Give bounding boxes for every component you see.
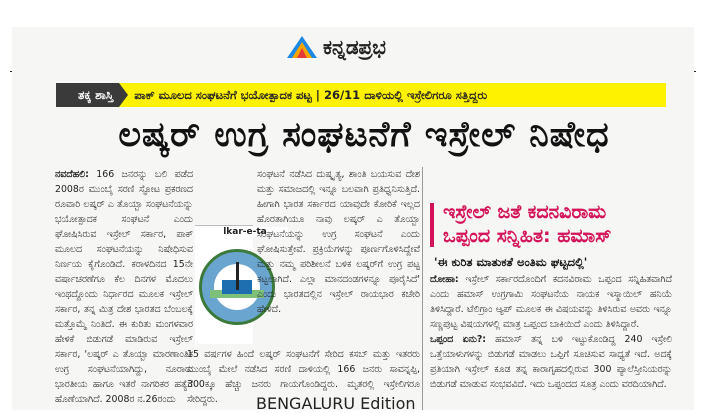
sidebar-sub-body: ಹಮಾಸ್ ತನ್ನ ಬಳಿ ಇಟ್ಟುಕೊಂಡಿದ್ದ 240 ಇಸ್ರೇಲಿ ಒತ್ತೆಯಾಳುಗಳನ್ನು ಬಿಡುಗಡೆ ಮಾಡಲು ಒಪ್ಪಿಗೆ ಸೂಚಿಸುವ ಸಾಧ್ಯತೆ ಇದೆ. ಅದಕ್ಕೆ ಪ್ರತಿಯಾಗಿ ಇಸ್ರೇಲ್ ಕೂಡ ತನ್ನ ಕಾರಾಗೃಹದಲ್ಲಿರುವ 300 ಪ್ಯಾಲೆಸ್ತೀನಿಯರನ್ನು ಬಿಡುಗಡೆ ಮಾಡುವ ಸಂಭವವಿದೆ. ಇದು ಒಪ್ಪಂದದ ಸೂತ್ರ ಎಂದು ವರದಿಯಾಗಿದೆ. <box>430 334 673 390</box>
article-column-2 <box>257 167 420 317</box>
emblem-sword-icon <box>236 262 239 290</box>
main-headline: ಲಷ್ಕರ್ ಉಗ್ರ ಸಂಘಟನೆಗೆ ಇಸ್ರೇಲ್ ನಿಷೇಧ <box>118 115 610 155</box>
ticker-arrow-icon <box>119 83 128 107</box>
article-dateline: ನವದೆಹಲಿ: <box>55 169 89 180</box>
article-column-1 <box>55 167 193 407</box>
sidebar-headline <box>443 200 683 248</box>
sidebar-dateline: ದೋಹಾ: <box>430 274 459 285</box>
sidebar-subtitle: 'ಈ ಕುರಿತ ಮಾತುಕತೆ ಅಂತಿಮ ಘಟ್ಟದಲ್ಲಿ' <box>434 255 588 269</box>
column-divider <box>422 167 423 410</box>
photo-label: lkar-e-ta <box>202 227 288 237</box>
masthead <box>287 35 386 59</box>
masthead-title: ಕನ್ನಡಪ್ರಭ <box>323 35 386 59</box>
ticker-text: ಪಾಕ್ ಮೂಲದ ಸಂಘಟನೆಗೆ ಭಯೋತ್ಪಾದಕ ಪಟ್ಟ | 26/11 ದಾಳಿಯಲ್ಲಿ ಇಸ್ರೇಲಿಗರೂ ಸತ್ತಿದ್ದರು <box>134 87 488 102</box>
sidebar-accent-bar <box>430 203 434 247</box>
newspaper-clipping <box>12 27 694 410</box>
article-body-1: 166 ಜನರನ್ನು ಬಲಿ ಪಡೆದ 2008ರ ಮುಂಬೈ ಸರಣಿ ಸ್ಫೋಟ ಪ್ರಕರಣದ ರೂವಾರಿ ಲಷ್ಕರ್ ಎ ತೊಯ್ಬಾ ಸಂಘಟನೆಯನ್ನು ಭಯೋತ್ಪಾದಕ ಸಂಘಟನೆ ಎಂದು ಘೋಷಿಸಿರುವ ಇಸ್ರೇಲ್ ಸರ್ಕಾರ, ಪಾಕ್ ಮೂಲದ ಸಂಘಟನೆಯನ್ನು ನಿಷೇಧಿಸುವ ನಿರ್ಣಯ ಕೈಗೊಂಡಿದೆ. ಕರಾಳದಿನದ 15ನೇ ವರ್ಷಾಚರಣೆಗೂ ಕೆಲ ದಿನಗಳ ಮೊದಲು ಇಂಥದ್ದೊಂದು ನಿರ್ಧಾರದ ಮೂಲಕ ಇಸ್ರೇಲ್ ಸರ್ಕಾರ, ತನ್ನ ಮಿತ್ರ ದೇಶ ಭಾರತದ ಬೆಂಬಲಕ್ಕೆ ಮತ್ತೊಮ್ಮೆ ನಿಂತಿದೆ. ಈ ಕುರಿತು ಮಂಗಳವಾರ ಹೇಳಿಕೆ ಬಿಡುಗಡೆ ಮಾಡಿರುವ ಇಸ್ರೇಲ್ ಸರ್ಕಾರ, 'ಲಷ್ಕರ್ ಎ ತೊಯ್ಬಾ ಮಾರಣಾಂತಿಕ ಉಗ್ರ ಸಂಘಟನೆಯಾಗಿದ್ದು, ನೂರಾರು ಭಾರತೀಯ ಹಾಗೂ ಇತರೆ ನಾಗರಿಕರ ಹತ್ಯೆಗೆ ಹೊಣೆಯಾಗಿದೆ. 2008ರ ನ.26ರಂದು <box>55 169 193 405</box>
sidebar-headline-line1: ಇಸ್ರೇಲ್ ಜತೆ ಕದನವಿರಾಮ <box>443 201 607 223</box>
ticker-tag: ತಕ್ಕ ಶಾಸ್ತಿ <box>56 83 119 107</box>
sidebar-sub-label: ಒಪ್ಪಂದ ಏನು?: <box>430 334 487 345</box>
ticker-bar <box>56 83 666 107</box>
article-body-2: ಸಂಘಟನೆ ನಡೆಸಿದ ದುಷ್ಕೃತ್ಯ, ಶಾಂತಿ ಬಯಸುವ ದೇಶ ಮತ್ತು ಸಮಾಜದಲ್ಲಿ ಇನ್ನೂ ಬಲವಾಗಿ ಪ್ರತಿಧ್ವನಿಸುತ್ತಿದೆ. ಹೀಗಾಗಿ ಭಾರತ ಸರ್ಕಾರದ ಯಾವುದೇ ಕೋರಿಕೆ ಇಲ್ಲದ ಹೊರತಾಗಿಯೂ ನಾವು ಲಷ್ಕರ್ ಎ ತೊಯ್ಬಾ ಸಂಘಟನೆಯನ್ನು ಉಗ್ರ ಸಂಘಟನೆ ಎಂದು ಘೋಷಿಸುತ್ತೇವೆ. ಪ್ರಕ್ರಿಯೆಗಳನ್ನು ಪೂರ್ಣಗೊಳಿಸಿದ್ದೇವೆ ಮತ್ತು ನಮ್ಮ ಪರಿಶೀಲನೆ ಬಳಿಕ ಲಷ್ಕರ್‌ಗೆ ಉಗ್ರ ಪಟ್ಟ ಕಟ್ಟಲಾಗಿದೆ. ಎಲ್ಲಾ ಮಾನದಂಡಗಳನ್ನೂ ಪೂರೈಸಿದೆ' ಎಂದು ಭಾರತದಲ್ಲಿನ ಇಸ್ರೇಲ್ ರಾಯಭಾರ ಕಚೇರಿ ಹೇಳಿದೆ. <box>257 169 420 315</box>
masthead-logo-icon <box>287 36 317 58</box>
edition-label: BENGALURU Edition <box>256 394 416 413</box>
sidebar-body <box>430 272 672 392</box>
article-body-3: 15 ವರ್ಷಗಳ ಹಿಂದೆ ಲಷ್ಕರ್ ಸಂಘಟನೆಗೆ ಸೇರಿದ ಕಸಬ್ ಮತ್ತು ಇತರರು ಮುಂಬೈ ಮೇಲೆ ನಡೆಸಿದ ಸರಣಿ ದಾಳಿಯಲ್ಲಿ 166 ಜನರು ಸಾವನ್ನಪ್ಪಿ, 300ಕ್ಕೂ ಹೆಚ್ಚು ಜನರು ಗಾಯಗೊಂಡಿದ್ದರು. ಮೃತರಲ್ಲಿ ಇಸ್ರೇಲಿಗರೂ ಸೇರಿದ್ದರು. <box>187 349 420 405</box>
sidebar-headline-line2: ಒಪ್ಪಂದ ಸನ್ನಿಹಿತ: ಹಮಾಸ್ <box>443 225 612 247</box>
sidebar-body-text: ಇಸ್ರೇಲ್ ಸರ್ಕಾರದೊಂದಿಗೆ ಕದನವಿರಾಮ ಒಪ್ಪಂದ ಸನ್ನಿಹಿತವಾಗಿದೆ ಎಂದು ಹಮಾಸ್ ಉಗ್ರಗಾಮಿ ಸಂಘಟನೆಯ ನಾಯಕ ಇಸ್ಮಾಯಿಲ್ ಹನಿಯೆ ತಿಳಿಸಿದ್ದಾರೆ. ಟೆಲಿಗ್ರಾಂ ಆ್ಯಪ್ ಮೂಲಕ ಈ ವಿಷಯವನ್ನು ತಿಳಿಸಿರುವ ಅವರು ಇನ್ನೂ ಸಣ್ಣಪುಟ್ಟ ವಿಷಯಗಳಲ್ಲಿ ಮಾತ್ರ ಒಪ್ಪಂದ ಬಾಕಿಯಿದೆ ಎಂದು ತಿಳಿಸಿದ್ದಾರೆ. <box>430 274 672 330</box>
